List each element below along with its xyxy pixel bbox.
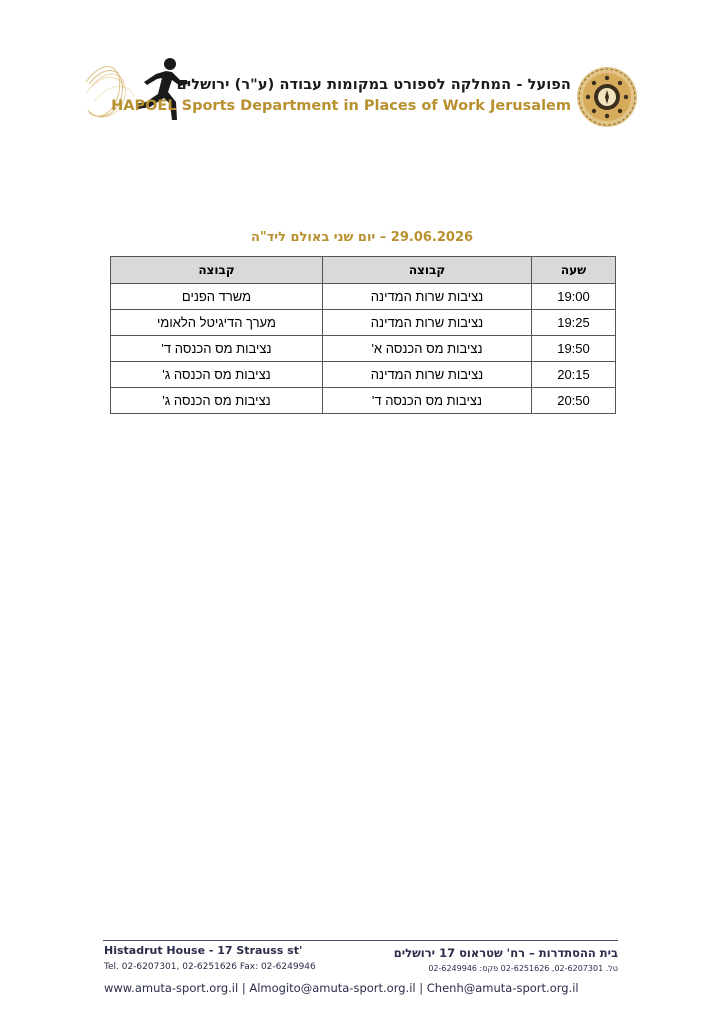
table-row — [111, 310, 616, 336]
cell-time: 19:00 — [532, 284, 616, 310]
table-row — [111, 336, 616, 362]
table-row — [111, 284, 616, 310]
cell-team-b: מערך הדיגיטל הלאומי — [111, 310, 323, 336]
cell-team-b: נציבות מס הכנסה ג' — [111, 388, 323, 414]
cell-time: 20:15 — [532, 362, 616, 388]
cell-time: 20:50 — [532, 388, 616, 414]
emblem-icon — [576, 66, 638, 128]
footer-phones-english: Tel. 02-6207301, 02-6251626 Fax: 02-6249946 — [104, 962, 316, 972]
table-header-row — [111, 257, 616, 284]
cell-team-b: נציבות מס הכנסה ג' — [111, 362, 323, 388]
footer-phones-hebrew: טל. 02-6207301, 02-6251626 פקס: 02-6249946 — [428, 964, 618, 973]
cell-time: 19:25 — [532, 310, 616, 336]
cell-team-a: נציבות שרות המדינה — [323, 284, 532, 310]
header-title-hebrew: הפועל - המחלקה לספורט במקומות עבודה (ע"ר) ירושלים — [176, 77, 571, 93]
cell-team-a: נציבות מס הכנסה א' — [323, 336, 532, 362]
cell-time: 19:50 — [532, 336, 616, 362]
footer-divider — [103, 940, 618, 941]
schedule-table — [110, 256, 616, 414]
header-title-english: HAPOEL Sports Department in Places of Work Jerusalem — [111, 98, 571, 114]
schedule-title: 29.06.2026 – יום שני באולם ליד"ה — [250, 230, 474, 245]
cell-team-b: נציבות מס הכנסה ד' — [111, 336, 323, 362]
table-row — [111, 362, 616, 388]
footer-address-hebrew: בית ההסתדרות – רח' שטראוס 17 ירושלים — [393, 946, 618, 960]
cell-team-a: נציבות מס הכנסה ד' — [323, 388, 532, 414]
cell-team-a: נציבות שרות המדינה — [323, 310, 532, 336]
cell-team-b: משרד הפנים — [111, 284, 323, 310]
cell-team-a: נציבות שרות המדינה — [323, 362, 532, 388]
footer-links: www.amuta-sport.org.il | Almogito@amuta-sport.org.il | Chenh@amuta-sport.org.il — [104, 981, 579, 995]
table-row — [111, 388, 616, 414]
column-header-team-b: קבוצה — [111, 257, 323, 284]
footer-address-english: Histadrut House - 17 Strauss st' — [104, 944, 303, 957]
column-header-team-a: קבוצה — [323, 257, 532, 284]
column-header-time: שעה — [532, 257, 616, 284]
